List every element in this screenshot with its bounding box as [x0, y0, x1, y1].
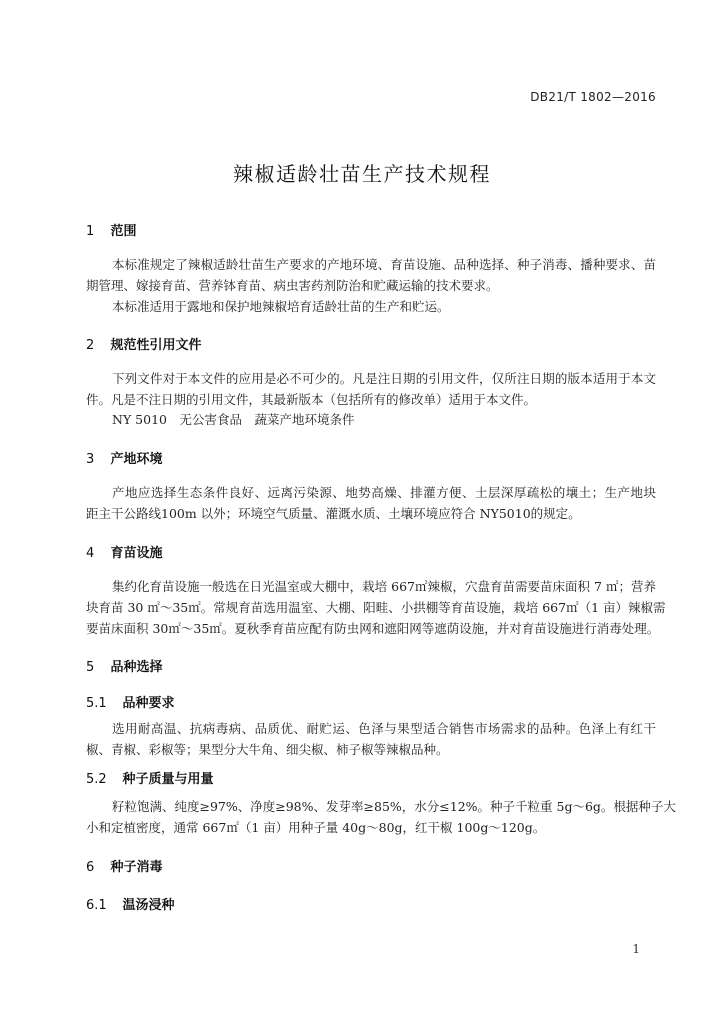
reference-entry: NY 5010 无公害食品 蔬菜产地环境条件: [112, 412, 355, 427]
paragraph-line: 选用耐高温、抗病毒病、品质优、耐贮运、色泽与果型适合销售市场需求的品种。色泽上有红干: [112, 721, 656, 736]
section-heading-4: [86, 542, 163, 561]
paragraph-environment: [86, 482, 656, 524]
subsection-heading-5-2: [86, 768, 214, 787]
subsection-number: 6.1: [86, 898, 107, 913]
section-title: 育苗设施: [110, 546, 163, 561]
section-title: 品种选择: [110, 660, 163, 675]
document-title: 辣椒适龄壮苗生产技术规程: [233, 162, 491, 186]
paragraph-line: 距主干公路线100m 以外；环境空气质量、灌溉水质、土壤环境应符合 NY5010的规定。: [86, 506, 581, 521]
section-title: 范围: [110, 224, 137, 239]
subsection-title: 温汤浸种: [122, 898, 175, 913]
paragraph-seed-quality: [86, 796, 676, 838]
section-number: 1: [86, 224, 95, 239]
subsection-title: 种子质量与用量: [122, 772, 214, 787]
paragraph-line: 小和定植密度，通常 667㎡（1 亩）用种子量 40g～80g，红干椒 100g～120g。: [86, 820, 546, 835]
section-heading-1: [86, 220, 137, 239]
paragraph-line: 件。凡是不注日期的引用文件，其最新版本（包括所有的修改单）适用于本文件。: [86, 392, 537, 407]
document-code: DB21/T 1802—2016: [530, 90, 656, 104]
section-title: 种子消毒: [110, 860, 163, 875]
subsection-number: 5.2: [86, 772, 107, 787]
section-title: 规范性引用文件: [110, 338, 202, 353]
section-title: 产地环境: [110, 452, 163, 467]
subsection-title: 品种要求: [122, 696, 175, 711]
section-heading-3: [86, 448, 163, 467]
paragraph-line: 椒、青椒、彩椒等；果型分大牛角、细尖椒、柿子椒等辣椒品种。: [86, 742, 449, 757]
section-number: 2: [86, 338, 95, 353]
paragraph-normative-refs: [86, 368, 656, 410]
paragraph-facilities: [86, 576, 666, 639]
section-number: 3: [86, 452, 95, 467]
section-number: 5: [86, 660, 95, 675]
paragraph-line: 期管理、嫁接育苗、营养钵育苗、病虫害药剂防治和贮藏运输的技术要求。: [86, 278, 499, 293]
subsection-heading-6-1: [86, 894, 175, 913]
section-heading-2: [86, 334, 202, 353]
paragraph-line: 本标准适用于露地和保护地辣椒培育适龄壮苗的生产和贮运。: [112, 299, 450, 314]
subsection-number: 5.1: [86, 696, 107, 711]
paragraph-variety-requirements: [86, 718, 656, 760]
paragraph-line: 要苗床面积 30㎡～35㎡。夏秋季育苗应配有防虫网和遮阳网等遮荫设施，并对育苗设施进行消毒处理。: [86, 621, 660, 636]
section-number: 6: [86, 860, 95, 875]
paragraph-line: 下列文件对于本文件的应用是必不可少的。凡是注日期的引用文件，仅所注日期的版本适用于本文: [112, 371, 656, 386]
paragraph-line: 产地应选择生态条件良好、远离污染源、地势高燥、排灌方便、土层深厚疏松的壤土；生产地块: [112, 485, 656, 500]
section-heading-6: [86, 856, 163, 875]
paragraph-line: 集约化育苗设施一般选在日光温室或大棚中，栽培 667㎡辣椒，穴盘育苗需要苗床面积 7 ㎡；营养: [112, 579, 656, 594]
paragraph-scope: [86, 254, 656, 317]
paragraph-line: 籽粒饱满、纯度≥97%、净度≥98%、发芽率≥85%，水分≤12%。种子千粒重 5g～6g。根据种子大: [112, 799, 676, 814]
paragraph-line: 块育苗 30 ㎡～35㎡。常规育苗选用温室、大棚、阳畦、小拱棚等育苗设施，栽培 667㎡（1 亩）辣椒需: [86, 600, 666, 615]
section-number: 4: [86, 546, 95, 561]
subsection-heading-5-1: [86, 692, 175, 711]
page-number: 1: [632, 942, 640, 956]
paragraph-line: 本标准规定了辣椒适龄壮苗生产要求的产地环境、育苗设施、品种选择、种子消毒、播种要求、苗: [112, 257, 656, 272]
section-heading-5: [86, 656, 163, 675]
